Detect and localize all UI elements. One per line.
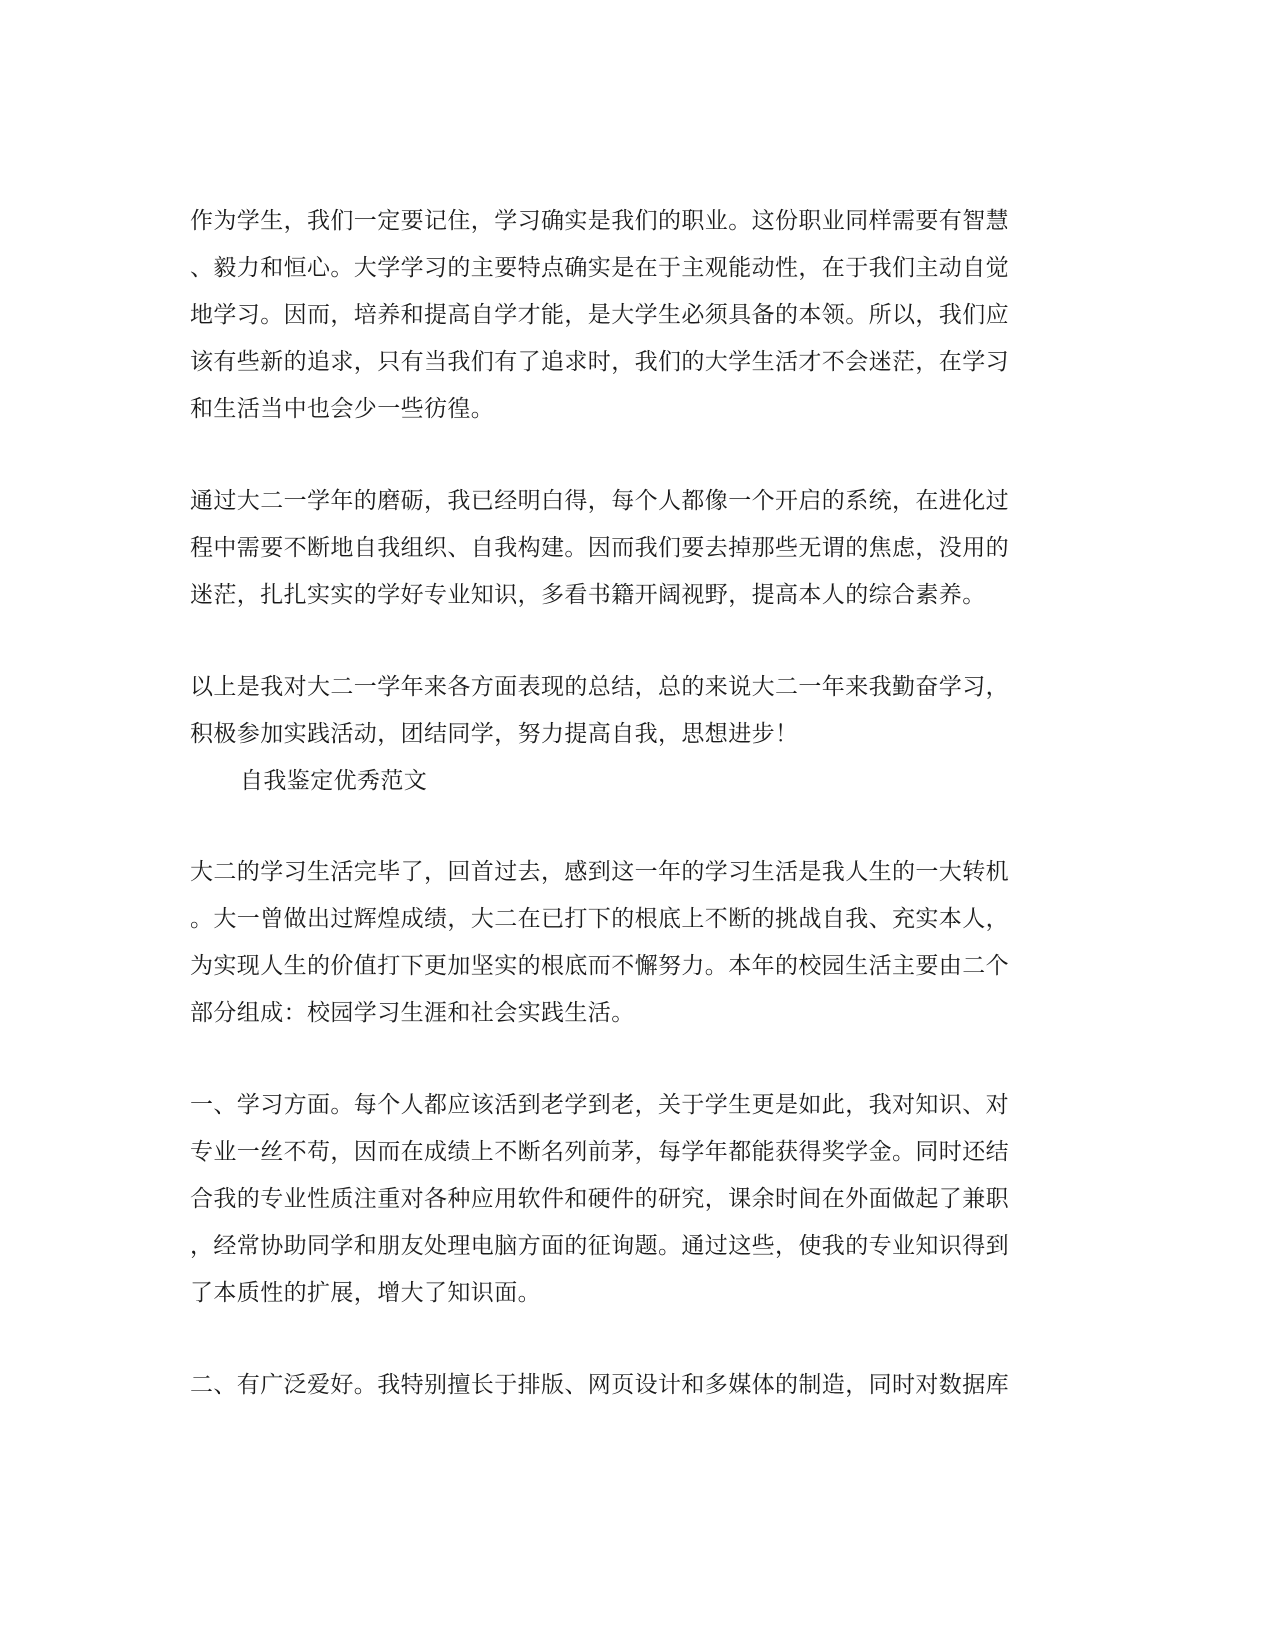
text-line: 该有些新的追求，只有当我们有了追求时，我们的大学生活才不会迷茫，在学习 — [190, 349, 1009, 375]
text-line: 作为学生，我们一定要记住，学习确实是我们的职业。这份职业同样需要有智慧 — [190, 208, 1009, 234]
text-line: 大二的学习生活完毕了，回首过去，感到这一年的学习生活是我人生的一大转机 — [190, 859, 1009, 885]
text-line: 积极参加实践活动，团结同学，努力提高自我，思想进步！ — [190, 721, 799, 747]
text-line: 通过大二一学年的磨砺，我已经明白得，每个人都像一个开启的系统，在进化过 — [190, 488, 1009, 514]
text-line: 专业一丝不苟，因而在成绩上不断名列前茅，每学年都能获得奖学金。同时还结 — [190, 1139, 1009, 1165]
text-line: 、毅力和恒心。大学学习的主要特点确实是在于主观能动性，在于我们主动自觉 — [190, 255, 1009, 281]
text-line: 以上是我对大二一学年来各方面表现的总结，总的来说大二一年来我勤奋学习， — [190, 674, 1009, 700]
text-line: 一、学习方面。每个人都应该活到老学到老，关于学生更是如此，我对知识、对 — [190, 1092, 1009, 1118]
text-line: 迷茫，扎扎实实的学好专业知识，多看书籍开阔视野，提高本人的综合素养。 — [190, 582, 986, 608]
text-line: 部分组成：校园学习生涯和社会实践生活。 — [190, 1000, 635, 1026]
text-line: 合我的专业性质注重对各种应用软件和硬件的研究，课余时间在外面做起了兼职 — [190, 1186, 1009, 1212]
text-line: 程中需要不断地自我组织、自我构建。因而我们要去掉那些无谓的焦虑，没用的 — [190, 535, 1009, 561]
text-line: ，经常协助同学和朋友处理电脑方面的征询题。通过这些，使我的专业知识得到 — [190, 1233, 1009, 1259]
text-line: 和生活当中也会少一些彷徨。 — [190, 396, 495, 422]
text-line: 地学习。因而，培养和提高自学才能，是大学生必须具备的本领。所以，我们应 — [190, 302, 1009, 328]
text-line: 了本质性的扩展，增大了知识面。 — [190, 1280, 541, 1306]
section-heading: 自我鉴定优秀范文 — [240, 768, 428, 794]
text-line: 。大一曾做出过辉煌成绩，大二在已打下的根底上不断的挑战自我、充实本人， — [190, 906, 1009, 932]
text-line: 为实现人生的价值打下更加坚实的根底而不懈努力。本年的校园生活主要由二个 — [190, 953, 1009, 979]
text-line: 二、有广泛爱好。我特别擅长于排版、网页设计和多媒体的制造，同时对数据库 — [190, 1372, 1009, 1398]
